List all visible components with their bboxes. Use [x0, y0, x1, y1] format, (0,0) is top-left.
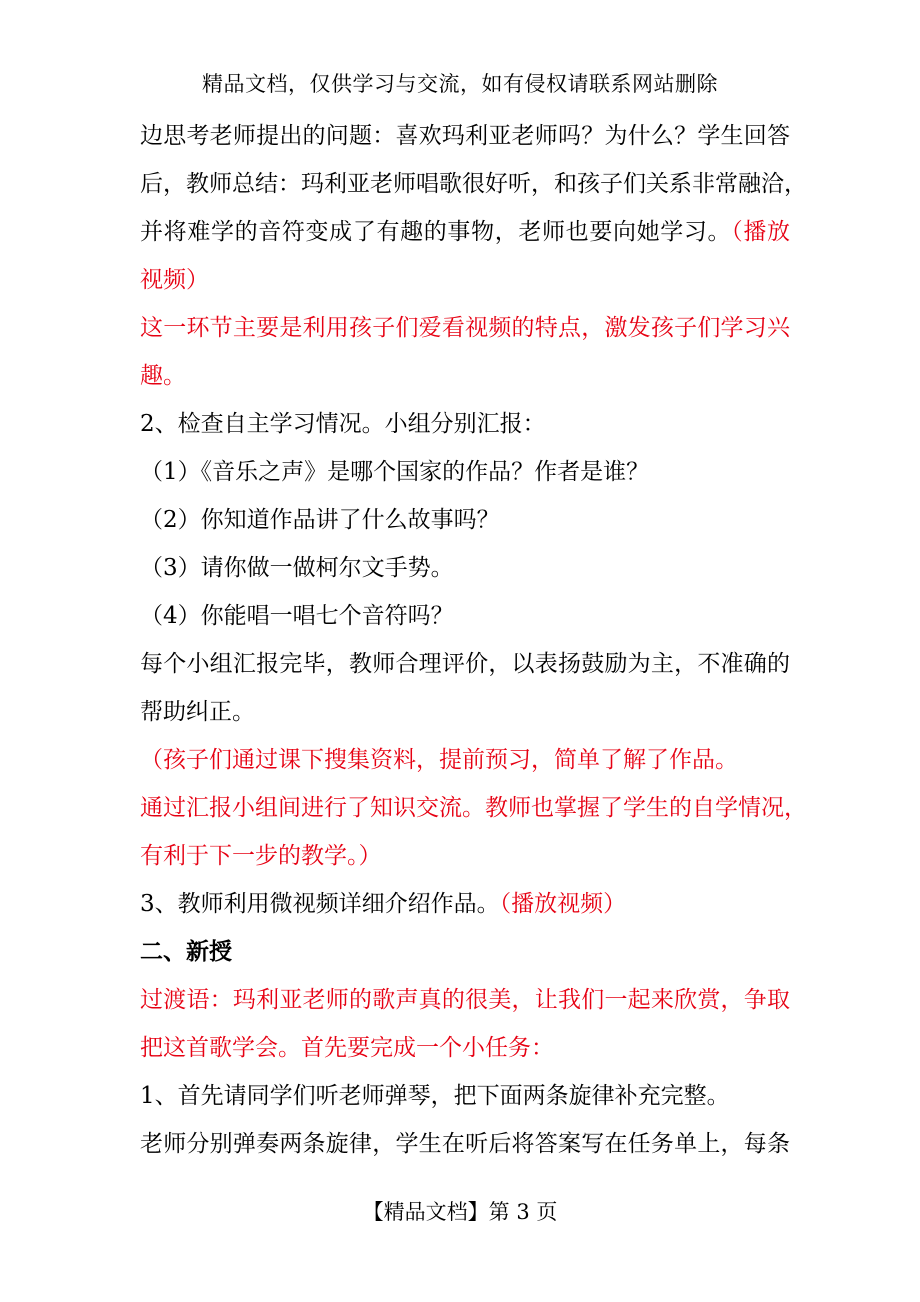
page-footer: 【精品文档】第 3 页: [362, 1200, 558, 1224]
red-annotation: （播放视频）: [499, 891, 627, 917]
document-body: [140, 116, 807, 1172]
page-header: 精品文档，仅供学习与交流，如有侵权请联系网站删除: [202, 72, 718, 96]
question-item: （2）你知道作品讲了什么故事吗？: [140, 507, 500, 533]
section-heading: 二、新授: [140, 938, 232, 965]
red-annotation: （播放: [731, 219, 791, 245]
paragraph-line: 每个小组汇报完毕，教师合理评价，以表扬鼓励为主，不准确的: [140, 651, 790, 677]
question-item: （1）《音乐之声》是哪个国家的作品？作者是谁？: [140, 459, 650, 485]
red-annotation: 这一环节主要是利用孩子们爱看视频的特点，激发孩子们学习兴: [140, 315, 790, 341]
paragraph-line: 老师分别弹奏两条旋律，学生在听后将答案写在任务单上，每条: [140, 1131, 790, 1157]
paragraph-text: 3、教师利用微视频详细介绍作品。: [140, 891, 500, 917]
red-annotation: 视频）: [140, 267, 209, 293]
red-annotation: 过渡语：玛利亚老师的歌声真的很美，让我们一起来欣赏，争取: [140, 987, 790, 1013]
question-item: （4）你能唱一唱七个音符吗？: [140, 603, 454, 629]
paragraph-line: [140, 212, 790, 260]
paragraph-line: 边思考老师提出的问题：喜欢玛利亚老师吗？为什么？学生回答: [140, 123, 790, 149]
step-heading: 1、首先请同学们听老师弹琴，把下面两条旋律补充完整。: [140, 1083, 730, 1109]
step-heading: [140, 884, 790, 932]
paragraph-text: 并将难学的音符变成了有趣的事物，老师也要向她学习。: [140, 219, 732, 245]
red-annotation: 有利于下一步的教学。）: [140, 843, 382, 869]
red-annotation: 通过汇报小组间进行了知识交流。教师也掌握了学生的自学情况，: [140, 795, 807, 821]
paragraph-line: 帮助纠正。: [140, 699, 255, 725]
question-item: （3）请你做一做柯尔文手势。: [140, 555, 454, 581]
red-annotation: 把这首歌学会。首先要完成一个小任务：: [140, 1035, 554, 1061]
red-annotation: （孩子们通过课下搜集资料，提前预习，简单了解了作品。: [140, 747, 738, 773]
step-heading: 2、检查自主学习情况。小组分别汇报：: [140, 411, 546, 437]
paragraph-line: 后，教师总结：玛利亚老师唱歌很好听，和孩子们关系非常融洽，: [140, 171, 807, 197]
red-annotation: 趣。: [140, 363, 186, 389]
